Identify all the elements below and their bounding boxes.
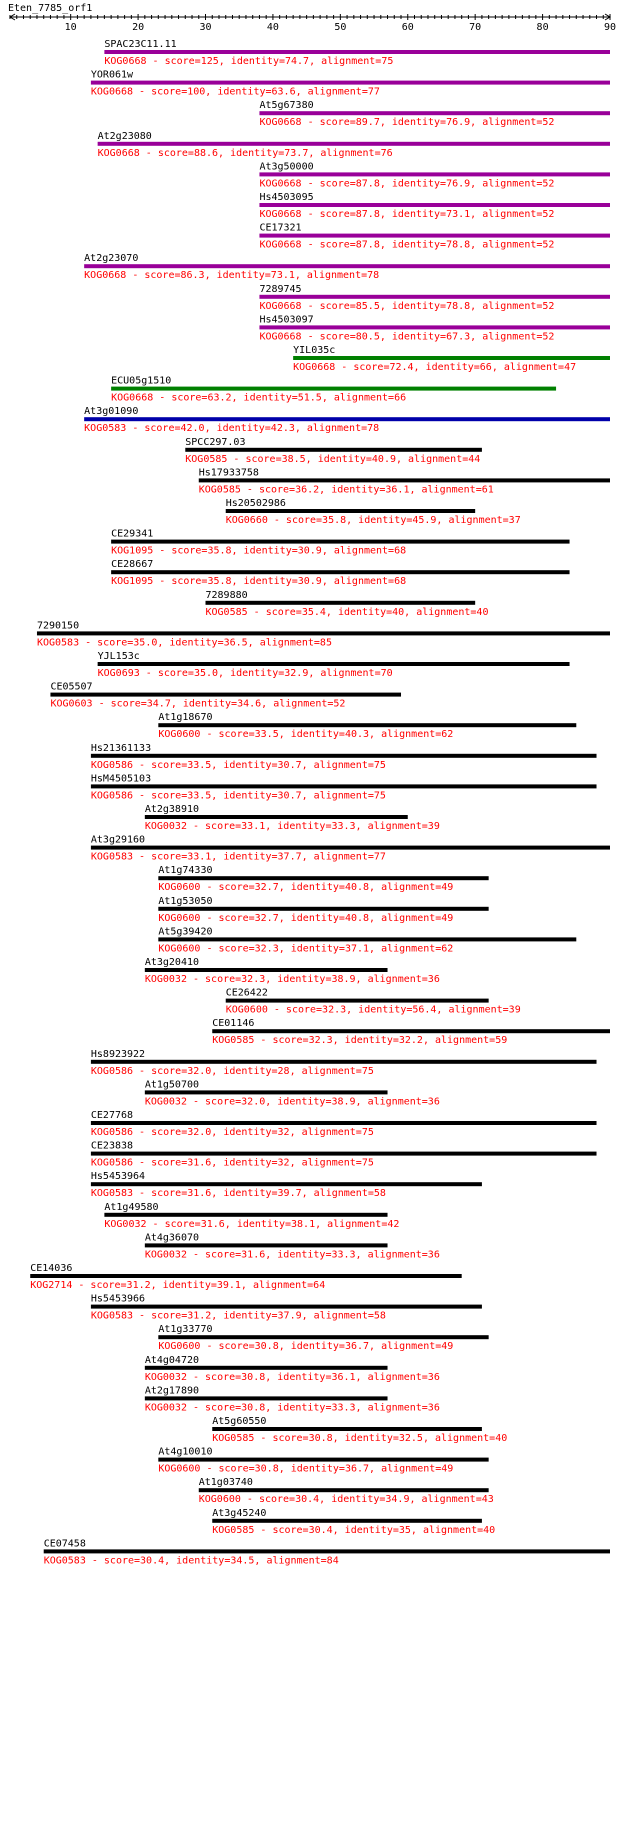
hit-info-label: KOG0583 - score=31.2, identity=37.9, alignment=58 [90,1310,386,1322]
hit-row [212,1416,507,1444]
hit-info-label: KOG0586 - score=33.5, identity=30.7, alignment=75 [90,759,386,771]
hit-info-label: KOG0583 - score=33.1, identity=37.7, alignment=77 [90,851,386,863]
hit-alignment-bar [91,1305,482,1309]
axis-tick-label: 80 [536,22,549,33]
hit-alignment-bar [30,1274,461,1278]
hit-info-label: KOG0583 - score=35.0, identity=36.5, alignment=85 [36,637,332,649]
hit-row [206,590,489,618]
hit-row [259,100,610,128]
hit-name-label: At1g50700 [144,1079,200,1091]
hit-info-label: KOG0600 - score=33.5, identity=40.3, alignment=62 [158,729,454,741]
hit-list [30,39,610,1566]
hit-name-label: At4g10010 [158,1446,213,1458]
hit-info-label: KOG0585 - score=32.3, identity=32.2, alignment=59 [212,1035,508,1047]
axis-tick-label: 20 [132,22,145,33]
hit-row [91,1110,597,1138]
hit-alignment-bar [91,1121,597,1125]
hit-name-label: At3g20410 [144,957,200,968]
hit-name-label: YJL153c [97,651,140,662]
hit-info-label: KOG0032 - score=32.0, identity=38.9, alignment=36 [144,1096,440,1108]
hit-row [145,957,440,985]
hit-alignment-bar [158,876,488,880]
hit-row [84,253,610,281]
hit-info-label: KOG0668 - score=80.5, identity=67.3, alignment=52 [259,331,555,343]
hit-name-label: SPAC23C11.11 [104,39,177,50]
hit-info-label: KOG0032 - score=32.3, identity=38.9, alignment=36 [144,974,440,985]
hit-alignment-bar [259,111,610,115]
hit-alignment-bar [104,1213,387,1217]
hit-name-label: 7289880 [205,589,248,601]
hit-row [259,284,610,312]
hit-info-label: KOG2714 - score=31.2, identity=39.1, alignment=64 [30,1280,326,1291]
hit-name-label: At3g45240 [212,1507,267,1519]
hit-info-label: KOG0668 - score=86.3, identity=73.1, alignment=78 [84,270,380,282]
hit-info-label: KOG0586 - score=33.5, identity=30.7, alignment=75 [90,790,386,802]
hit-alignment-bar [111,387,556,391]
hit-info-label: KOG0660 - score=35.8, identity=45.9, alignment=37 [225,515,521,526]
hit-row [91,743,597,771]
hit-name-label: At1g33770 [158,1324,213,1336]
hit-row [104,39,610,67]
hit-name-label: At2g23070 [84,253,139,265]
hit-alignment-bar [145,1396,388,1400]
hit-alignment-bar [91,1060,597,1064]
hit-name-label: At1g03740 [198,1477,253,1489]
hit-name-label: CE01146 [212,1018,255,1030]
hit-info-label: KOG0585 - score=36.2, identity=36.1, alignment=61 [198,484,494,496]
hit-info-label: KOG0600 - score=30.8, identity=36.7, alignment=49 [158,1463,454,1475]
axis-tick-label: 50 [334,22,347,33]
hit-name-label: At2g17890 [144,1385,200,1397]
axis-tick-label: 70 [469,22,482,33]
hit-alignment-bar [212,1029,610,1033]
hit-alignment-bar [199,1488,489,1492]
hit-row [98,131,610,159]
hit-name-label: YIL035c [293,345,336,356]
hit-alignment-bar [98,662,570,666]
hit-row [145,804,440,832]
hit-row [111,376,556,404]
hit-row [91,1294,482,1322]
hit-alignment-bar [91,846,610,850]
hit-name-label: CE05507 [50,681,93,693]
hit-row [199,1477,494,1505]
hit-name-label: CE17321 [259,222,302,234]
hit-name-label: CE23838 [90,1140,134,1152]
hit-alignment-bar [104,50,610,54]
hit-alignment-bar [259,172,610,176]
hit-alignment-bar [259,203,610,207]
hit-alignment-bar [259,295,610,299]
query-axis [10,14,616,33]
hit-name-label: HsM4505103 [90,773,152,785]
hit-alignment-bar [111,570,569,574]
hit-name-label: At4g04720 [144,1354,200,1366]
hit-row [98,651,570,679]
hit-info-label: KOG0668 - score=87.8, identity=78.8, alignment=52 [259,239,555,251]
hit-info-label: KOG1095 - score=35.8, identity=30.9, alignment=68 [111,545,407,557]
hit-row [91,1049,597,1077]
hit-name-label: ECU05g1510 [111,375,172,387]
hit-name-label: CE26422 [225,987,268,999]
hit-row [84,406,610,434]
hit-row [91,1171,482,1199]
hit-row [226,498,521,526]
hit-name-label: Hs4503097 [259,314,314,326]
hit-alignment-bar [226,999,489,1003]
hit-alignment-bar [145,1090,388,1094]
hit-name-label: Hs20502986 [225,498,286,509]
hit-info-label: KOG0600 - score=32.7, identity=40.8, alignment=49 [158,882,454,894]
hit-row [158,865,488,893]
hit-name-label: CE27768 [90,1110,134,1121]
hit-row [145,1079,440,1107]
axis-tick-label: 60 [401,22,414,33]
hit-name-label: At1g18670 [158,712,213,724]
hit-row [91,70,610,98]
hit-row [91,1141,597,1169]
hit-alignment-bar [158,1335,488,1339]
hit-name-label: Hs21361133 [90,742,152,754]
hit-name-label: Hs17933758 [198,467,259,479]
hit-info-label: KOG0586 - score=32.0, identity=32, alignment=75 [90,1127,374,1138]
hit-alignment-bar [158,937,576,941]
hit-info-label: KOG0585 - score=30.8, identity=32.5, alignment=40 [212,1433,508,1444]
hit-row [111,529,569,557]
hit-name-label: 7290150 [36,620,80,632]
hit-row [37,620,610,648]
hit-row [226,988,521,1016]
hit-alignment-bar [91,754,597,758]
hit-info-label: KOG0585 - score=30.4, identity=35, alignment=40 [212,1524,496,1536]
hit-alignment-bar [226,509,475,513]
hit-info-label: KOG0668 - score=89.7, identity=76.9, alignment=52 [259,117,555,129]
hit-info-label: KOG0668 - score=63.2, identity=51.5, alignment=66 [111,392,407,404]
hit-row [158,1324,488,1352]
hit-name-label: At5g39420 [158,926,213,938]
hit-row [91,835,610,863]
hit-alignment-bar [185,448,482,452]
hit-info-label: KOG0603 - score=34.7, identity=34.6, alignment=52 [50,698,346,710]
hit-name-label: At5g60550 [212,1416,267,1427]
hit-info-label: KOG0583 - score=30.4, identity=34.5, alignment=84 [43,1555,339,1567]
hit-name-label: At3g50000 [259,161,314,173]
hit-alignment-bar [37,631,610,635]
hit-info-label: KOG0600 - score=32.3, identity=56.4, alignment=39 [225,1004,521,1016]
hit-row [212,1508,495,1536]
hit-name-label: Hs5453966 [90,1293,146,1305]
hit-info-label: KOG0693 - score=35.0, identity=32.9, alignment=70 [97,668,393,679]
hit-info-label: KOG0032 - score=30.8, identity=33.3, alignment=36 [144,1402,440,1414]
hit-alignment-bar [44,1549,610,1553]
hit-info-label: KOG0586 - score=32.0, identity=28, alignment=75 [90,1065,374,1077]
hit-alignment-bar [111,540,569,544]
hit-info-label: KOG0585 - score=38.5, identity=40.9, alignment=44 [185,453,481,465]
hit-alignment-bar [145,968,388,972]
hit-info-label: KOG0586 - score=31.6, identity=32, alignment=75 [90,1157,374,1169]
hit-row [30,1263,461,1291]
hit-alignment-bar [158,907,488,911]
hit-name-label: At5g67380 [259,100,314,112]
hit-info-label: KOG0668 - score=100, identity=63.6, alignment=77 [90,86,380,98]
hit-row [145,1232,440,1260]
hit-row [104,1202,399,1230]
hit-info-label: KOG0668 - score=87.8, identity=76.9, alignment=52 [259,178,555,190]
hit-name-label: At2g23080 [97,130,152,142]
hit-info-label: KOG0668 - score=85.5, identity=78.8, alignment=52 [259,300,555,312]
hit-info-label: KOG0668 - score=88.6, identity=73.7, alignment=76 [97,147,393,159]
query-name-label: Eten_7785_orf1 [8,3,93,14]
hit-row [145,1385,440,1413]
hit-row [111,559,569,587]
axis-tick-label: 30 [199,22,212,33]
hit-alignment-bar [158,723,576,727]
hit-alignment-bar [293,356,610,360]
hit-row [293,345,610,373]
hit-info-label: KOG0600 - score=32.3, identity=37.1, alignment=62 [158,943,454,955]
hit-info-label: KOG0032 - score=31.6, identity=33.3, alignment=36 [144,1249,440,1261]
hit-name-label: Hs5453964 [90,1171,146,1183]
hit-alignment-bar [259,325,610,329]
hit-name-label: SPCC297.03 [185,436,246,448]
hit-alignment-bar [91,1182,482,1186]
hit-row [145,1355,440,1383]
hit-name-label: At1g53050 [158,895,213,907]
hit-name-label: Hs4503095 [259,192,314,203]
hit-alignment-bar [91,1152,597,1156]
hit-info-label: KOG0668 - score=125, identity=74.7, alignment=75 [104,56,394,67]
hit-alignment-bar [84,417,610,421]
hit-name-label: 7289745 [259,283,302,295]
hit-info-label: KOG0668 - score=87.8, identity=73.1, alignment=52 [259,209,555,220]
hit-row [259,161,610,189]
axis-tick-label: 40 [266,22,279,33]
hit-info-label: KOG0032 - score=30.8, identity=36.1, alignment=36 [144,1371,440,1383]
hit-name-label: Hs8923922 [90,1048,146,1060]
hit-info-label: KOG0032 - score=31.6, identity=38.1, alignment=42 [104,1218,400,1230]
hit-info-label: KOG0583 - score=42.0, identity=42.3, alignment=78 [84,423,380,435]
axis-tick-label: 10 [64,22,77,33]
hit-row [199,467,610,495]
hit-row [158,926,576,954]
hit-alignment-bar [145,815,408,819]
hit-name-label: At3g29160 [90,834,146,846]
hit-name-label: CE28667 [111,559,154,571]
hit-row [259,314,610,342]
hit-name-label: CE14036 [30,1263,73,1274]
hit-row [259,192,610,220]
hit-alignment-bar [91,81,610,85]
hit-alignment-bar [84,264,610,268]
hit-alignment-bar [206,601,476,605]
hit-name-label: At3g01090 [84,406,139,418]
hit-alignment-bar [91,784,597,788]
hit-info-label: KOG0668 - score=72.4, identity=66, alignment=47 [293,362,577,373]
hit-name-label: At4g36070 [144,1232,200,1244]
hit-name-label: At1g49580 [104,1201,159,1213]
hit-alignment-bar [50,693,401,697]
hit-alignment-bar [145,1366,388,1370]
hit-info-label: KOG1095 - score=35.8, identity=30.9, alignment=68 [111,576,407,588]
hit-row [158,1447,488,1475]
hit-name-label: CE29341 [111,528,154,540]
hit-info-label: KOG0600 - score=30.8, identity=36.7, alignment=49 [158,1341,454,1353]
axis-tick-label: 90 [603,22,617,33]
hit-name-label: CE07458 [43,1538,86,1550]
hit-row [91,773,597,801]
hit-row [185,437,482,465]
hit-info-label: KOG0032 - score=33.1, identity=33.3, alignment=39 [144,821,440,832]
hit-alignment-bar [145,1243,388,1247]
hit-alignment-bar [212,1427,482,1431]
hit-name-label: At2g38910 [144,804,200,815]
hit-name-label: YOR061w [90,69,134,81]
hit-alignment-bar [98,142,610,146]
hit-row [259,223,610,251]
hit-info-label: KOG0600 - score=30.4, identity=34.9, alignment=43 [198,1494,494,1506]
hit-alignment-bar [212,1519,482,1523]
hit-alignment-bar [199,478,610,482]
hit-row [44,1538,610,1566]
hit-alignment-bar [158,1458,488,1462]
hit-row [50,682,401,710]
hit-row [158,712,576,740]
hit-info-label: KOG0585 - score=35.4, identity=40, alignment=40 [205,606,489,618]
hit-alignment-bar [259,234,610,238]
hit-row [212,1018,610,1046]
hit-info-label: KOG0600 - score=32.7, identity=40.8, alignment=49 [158,912,454,924]
hit-row [158,896,488,924]
hit-info-label: KOG0583 - score=31.6, identity=39.7, alignment=58 [90,1188,386,1200]
hit-name-label: At1g74330 [158,865,213,877]
